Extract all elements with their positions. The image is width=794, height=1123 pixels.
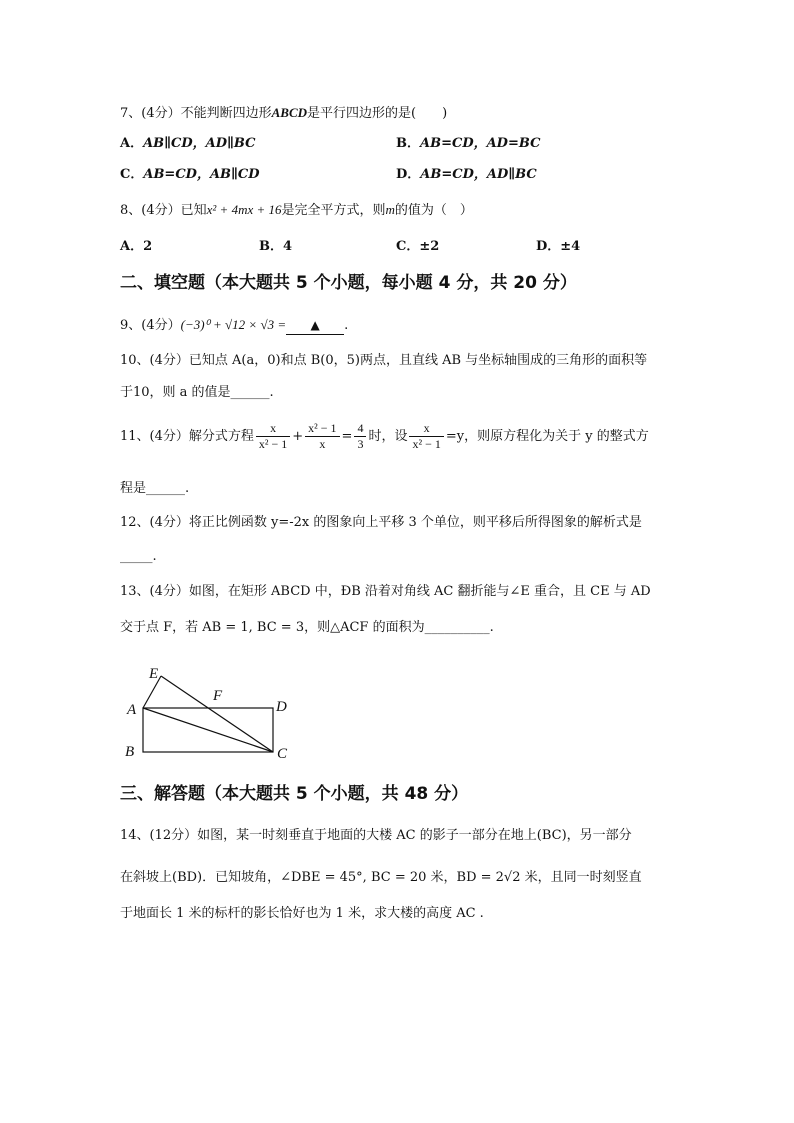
- q7-option-b-label: B．: [396, 136, 420, 151]
- q8-option-c-label: C．: [396, 239, 420, 254]
- label-d: D: [276, 699, 287, 715]
- q7-option-c-text: AB=CD，AB∥CD: [143, 167, 260, 182]
- label-c: C: [277, 746, 288, 762]
- q11-plus: +: [292, 429, 304, 444]
- question-11-line-1: [120, 419, 649, 455]
- q8-expression: x² + 4mx + 16: [206, 202, 282, 217]
- q8-option-b-label: B．: [259, 239, 283, 254]
- label-b: B: [125, 744, 135, 760]
- q7-stem-text: 7、(4分）不能判断四边形: [120, 106, 272, 121]
- q8-tail: 的值为（ ）: [394, 203, 473, 218]
- q7-option-a-label: A．: [120, 136, 144, 151]
- q7-option-d-label: D．: [396, 167, 421, 182]
- label-f: F: [213, 688, 223, 704]
- q7-option-a: [120, 135, 256, 153]
- question-12-line-2: _____.: [120, 549, 157, 564]
- q11-fraction-3: [354, 421, 366, 452]
- question-11-line-2: 程是______.: [120, 481, 190, 496]
- q8-mid-text: 是完全平方式，则: [281, 203, 386, 218]
- q7-option-b: [396, 135, 540, 153]
- q11-fraction-2: [305, 421, 339, 452]
- question-13-line-1: 13、(4分）如图，在矩形 ABCD 中，ÐB 沿着对角线 AC 翻折能与∠E 重合，且 CE 与 AD: [120, 584, 651, 599]
- q11-frac4-num: x: [409, 421, 443, 437]
- q11-frac1-num: x: [256, 421, 290, 437]
- q11-frac3-num: 4: [354, 421, 366, 437]
- question-14-line-1: 14、(12分）如图，某一时刻垂直于地面的大楼 AC 的影子一部分在地上(BC)，另一部分: [120, 828, 632, 843]
- q11-equals: =: [341, 429, 353, 444]
- q7-option-c-label: C．: [120, 167, 144, 182]
- section-3-title: 三、解答题（本大题共 5 个小题，共 48 分）: [120, 784, 469, 804]
- q7-shape: ABCD: [271, 105, 308, 120]
- q8-option-d: [536, 238, 580, 256]
- q7-option-d: [396, 166, 537, 184]
- q8-option-a-text: 2: [143, 239, 153, 254]
- q8-option-a: [120, 238, 152, 256]
- q13-rectangle-figure: [115, 660, 305, 768]
- q11-fraction-1: [256, 421, 290, 452]
- q11-mid-text: 时，设: [368, 429, 408, 444]
- q7-tail: 是平行四边形的是( ): [307, 106, 448, 121]
- question-7-stem: [120, 104, 447, 123]
- q8-variable: m: [385, 202, 395, 217]
- q8-option-b: [259, 238, 292, 256]
- q11-frac3-den: 3: [357, 437, 364, 451]
- q11-frac2-den: x: [319, 437, 326, 451]
- q9-stem-text: 9、(4分）: [120, 318, 181, 333]
- question-14-line-2: 在斜坡上(BD)．已知坡角，∠DBE = 45°, BC = 20 米，BD = 2√2 米，且同一时刻竖直: [120, 870, 642, 885]
- label-e: E: [149, 666, 159, 682]
- q8-stem-text: 8、(4分）已知: [120, 203, 207, 218]
- question-13-line-2: 交于点 F，若 AB = 1, BC = 3，则△ACF 的面积为__________.: [120, 620, 494, 635]
- q8-option-d-label: D．: [536, 239, 561, 254]
- q7-option-b-text: AB=CD，AD=BC: [420, 136, 541, 151]
- question-10-line-1: 10、(4分）已知点 A(a，0)和点 B(0，5)两点，且直线 AB 与坐标轴围成的三角形的面积等: [120, 353, 648, 368]
- q11-fraction-4: [409, 421, 443, 452]
- q8-option-c-text: ±2: [419, 239, 440, 254]
- q9-answer-marker: ▲: [310, 318, 320, 332]
- diagonal-ac: [143, 708, 273, 752]
- q9-tail: .: [344, 318, 349, 333]
- q8-option-a-label: A．: [120, 239, 144, 254]
- question-10-line-2: 于10，则 a 的值是______.: [120, 385, 274, 400]
- q11-frac2-num: x² − 1: [305, 421, 339, 437]
- q7-option-a-text: AB∥CD，AD∥BC: [143, 136, 256, 151]
- q7-option-d-text: AB=CD，AD∥BC: [420, 167, 537, 182]
- q7-option-c: [120, 166, 260, 184]
- q8-option-c: [396, 238, 439, 256]
- label-a: A: [127, 702, 137, 718]
- question-8-stem: [120, 201, 473, 220]
- q9-answer-blank: [286, 316, 344, 335]
- q11-frac1-den: x² − 1: [258, 437, 288, 451]
- question-14-line-3: 于地面长 1 米的标杆的影长恰好也为 1 米，求大楼的高度 AC .: [120, 906, 484, 921]
- q11-frac4-den: x² − 1: [412, 437, 441, 451]
- q11-tail: =y，则原方程化为关于 y 的整式方: [445, 429, 649, 444]
- section-2-title: 二、填空题（本大题共 5 个小题，每小题 4 分，共 20 分）: [120, 273, 577, 293]
- question-9: [120, 316, 348, 335]
- q11-stem-text: 11、(4分）解分式方程: [120, 429, 254, 444]
- q8-option-d-text: ±4: [560, 239, 581, 254]
- q9-expression: (−3)⁰ + √12 × √3 =: [180, 317, 287, 332]
- question-12-line-1: 12、(4分）将正比例函数 y=-2x 的图象向上平移 3 个单位，则平移后所得图象的解析式是: [120, 515, 642, 530]
- q8-option-b-text: 4: [283, 239, 293, 254]
